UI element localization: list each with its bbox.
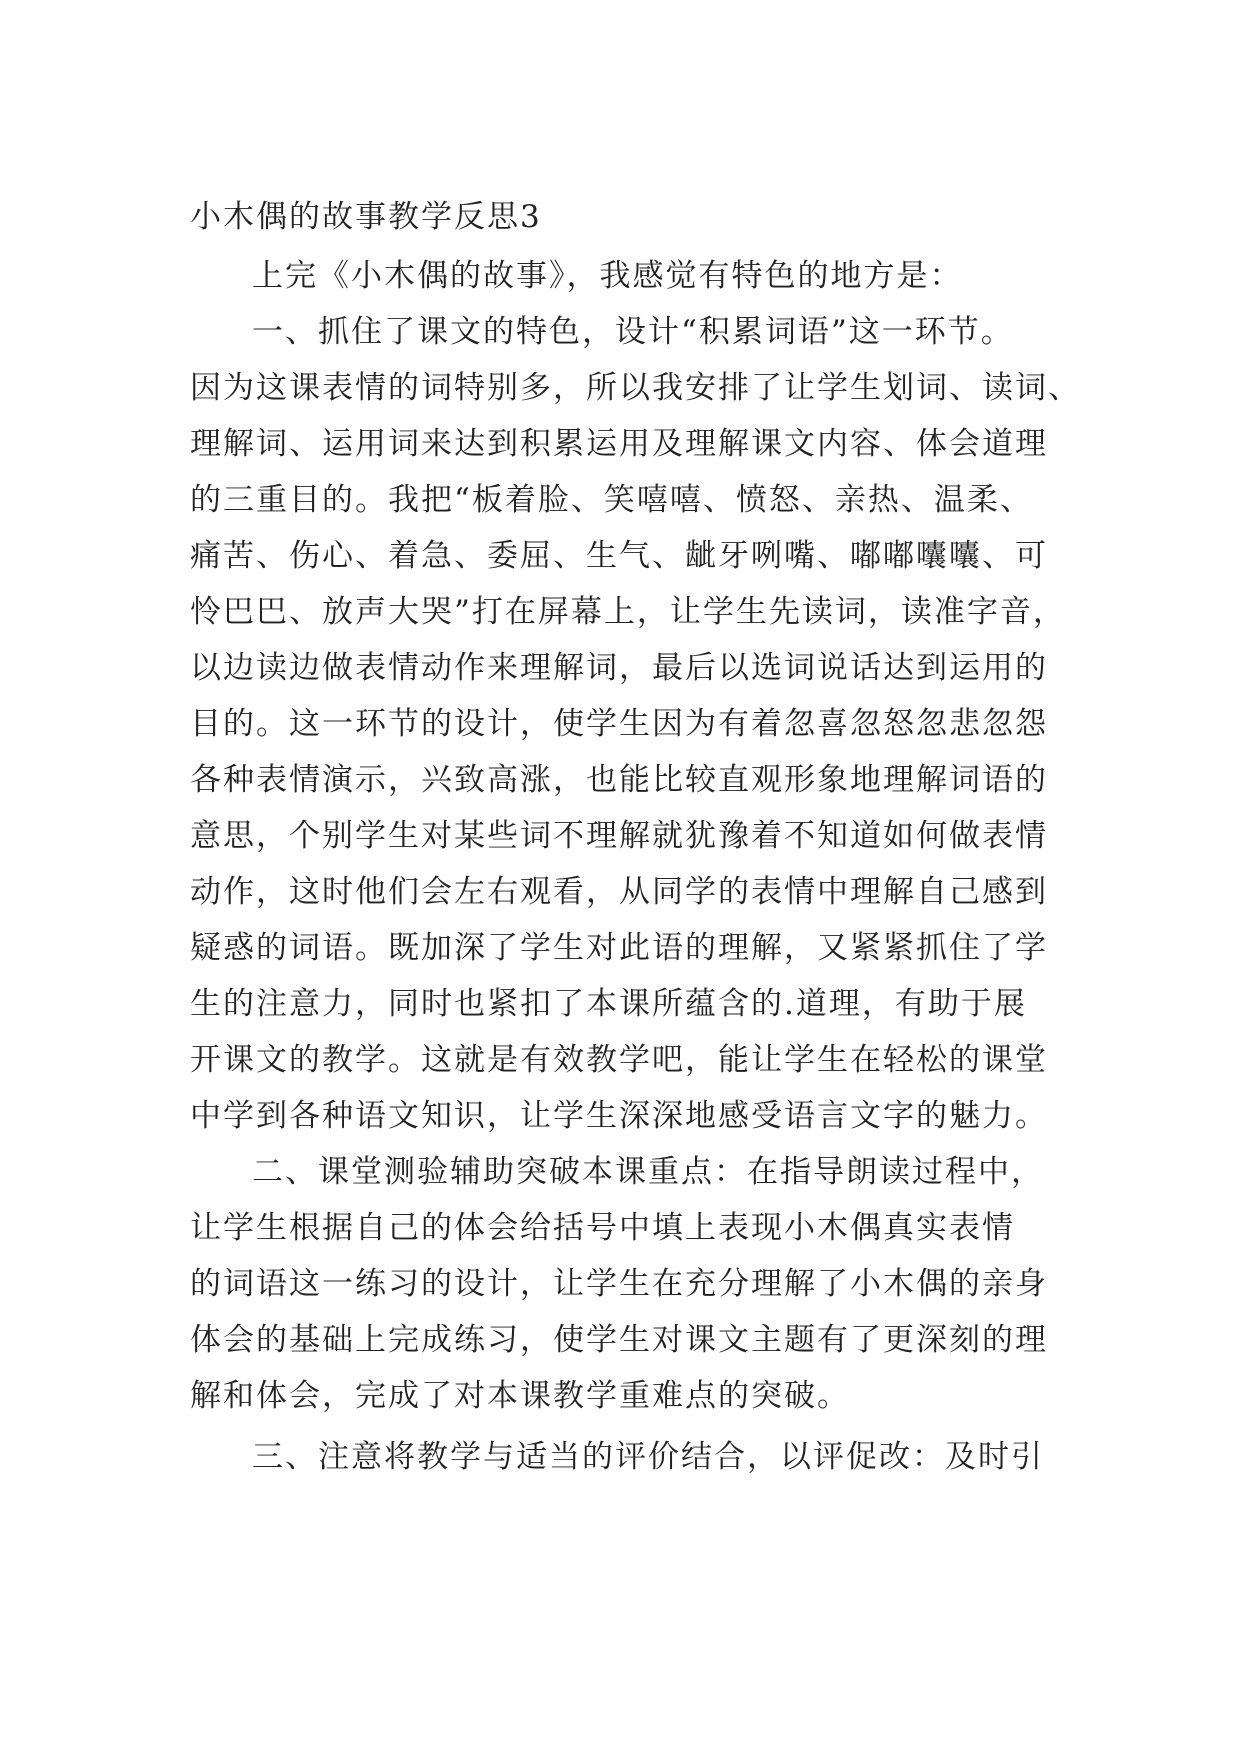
text-line: 让学生根据自己的体会给括号中填上表现小木偶真实表情: [190, 1210, 1015, 1246]
text-line: 疑惑的词语。既加深了学生对此语的理解，又紧紧抓住了学: [190, 930, 1048, 966]
text-line: 意思，个别学生对某些词不理解就犹豫着不知道如何做表情: [190, 818, 1048, 854]
text-line: 解和体会，完成了对本课教学重难点的突破。: [190, 1378, 850, 1414]
text-line: 中学到各种语文知识，让学生深深地感受语言文字的魅力。: [190, 1098, 1048, 1134]
text-line: 三、注意将教学与适当的评价结合，以评促改：及时引: [252, 1439, 1044, 1475]
text-line: 一、抓住了课文的特色，设计“积累词语”这一环节。: [252, 314, 1014, 350]
text-line: 理解词、运用词来达到积累运用及理解课文内容、体会道理: [190, 426, 1048, 462]
text-line: 开课文的教学。这就是有效教学吧，能让学生在轻松的课堂: [190, 1042, 1048, 1078]
document-title: 小木偶的故事教学反思3: [190, 199, 542, 235]
text-line: 因为这课表情的词特别多，所以我安排了让学生划词、读词、: [190, 370, 1081, 406]
text-line: 的词语这一练习的设计，让学生在充分理解了小木偶的亲身: [190, 1266, 1048, 1302]
text-line: 二、课堂测验辅助突破本课重点：在指导朗读过程中，: [252, 1154, 1044, 1190]
text-line: 动作，这时他们会左右观看，从同学的表情中理解自己感到: [190, 874, 1048, 910]
text-line: 以边读边做表情动作来理解词，最后以选词说话达到运用的: [190, 650, 1048, 686]
text-line: 上完《小木偶的故事》，我感觉有特色的地方是：: [252, 258, 963, 294]
text-line: 痛苦、伤心、着急、委屈、生气、龇牙咧嘴、嘟嘟囔囔、可: [190, 538, 1048, 574]
text-line: 目的。这一环节的设计，使学生因为有着忽喜忽怒忽悲忽怨: [190, 706, 1048, 742]
text-line: 各种表情演示，兴致高涨，也能比较直观形象地理解词语的: [190, 762, 1048, 798]
text-line: 体会的基础上完成练习，使学生对课文主题有了更深刻的理: [190, 1322, 1048, 1358]
text-line: 的三重目的。我把“板着脸、笑嘻嘻、愤怒、亲热、温柔、: [190, 482, 1033, 518]
text-line: 生的注意力，同时也紧扣了本课所蕴含的.道理，有助于展: [190, 986, 1027, 1022]
text-line: 怜巴巴、放声大哭”打在屏幕上，让学生先读词，读准字音，: [190, 594, 1066, 630]
